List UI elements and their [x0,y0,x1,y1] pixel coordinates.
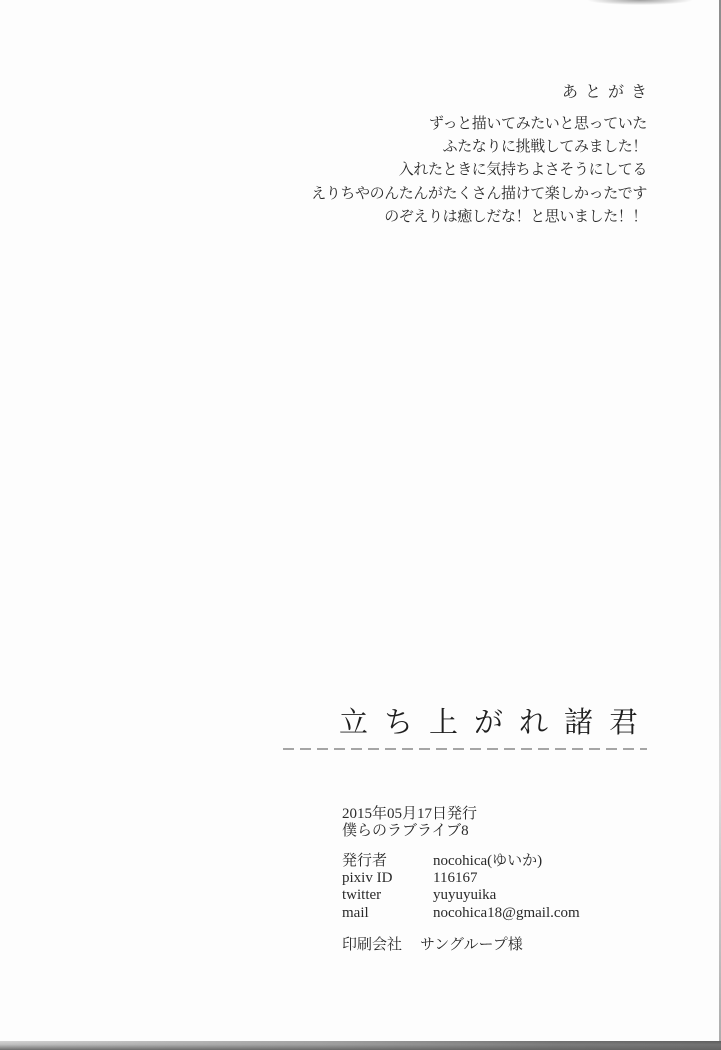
afterword-line: のぞえりは癒しだな！と思いました！！ [384,206,647,225]
afterword-line: ずっと描いてみたいと思っていた [428,114,647,132]
publication-block [342,806,477,840]
publish-date: 2015年05月17日発行 [342,806,478,822]
row-value: nocohica(ゆいか) [433,853,543,869]
row-label: mail [342,904,369,921]
colophon-row-publisher [342,853,580,870]
row-label: pixiv ID [342,870,393,887]
colophon-row-pixiv-id [342,870,580,887]
row-value: 116167 [433,870,478,887]
row-label: 発行者 [342,853,388,869]
row-label: twitter [342,887,382,904]
author-info-table [342,853,580,922]
series-title: 僕らのラブライブ8 [342,823,469,839]
doujin-title: 立ち上がれ諸君 [339,707,655,739]
afterword-section [311,112,647,228]
afterword-heading: あとがき [561,82,654,101]
colophon-row-twitter [342,887,580,904]
printer-label: 印刷会社 [342,937,403,953]
scan-artifact-top-right-smudge [588,0,692,5]
title-divider-dashed-line [283,748,647,750]
scan-artifact-bottom-edge-strip [0,1041,721,1050]
row-value: yuyuyuika [433,887,497,904]
afterword-line: ふたなりに挑戦してみました！ [442,137,647,156]
printer-value: サングループ様 [420,937,523,953]
afterword-line: えりちやのんたんがたくさん描けて楽しかったです [311,183,647,202]
row-value: nocohica18@gmail.com [433,904,580,921]
printer-row [342,933,523,954]
colophon-row-mail [342,905,580,922]
afterword-line: 入れたときに気持ちよさそうにしてる [398,160,647,179]
